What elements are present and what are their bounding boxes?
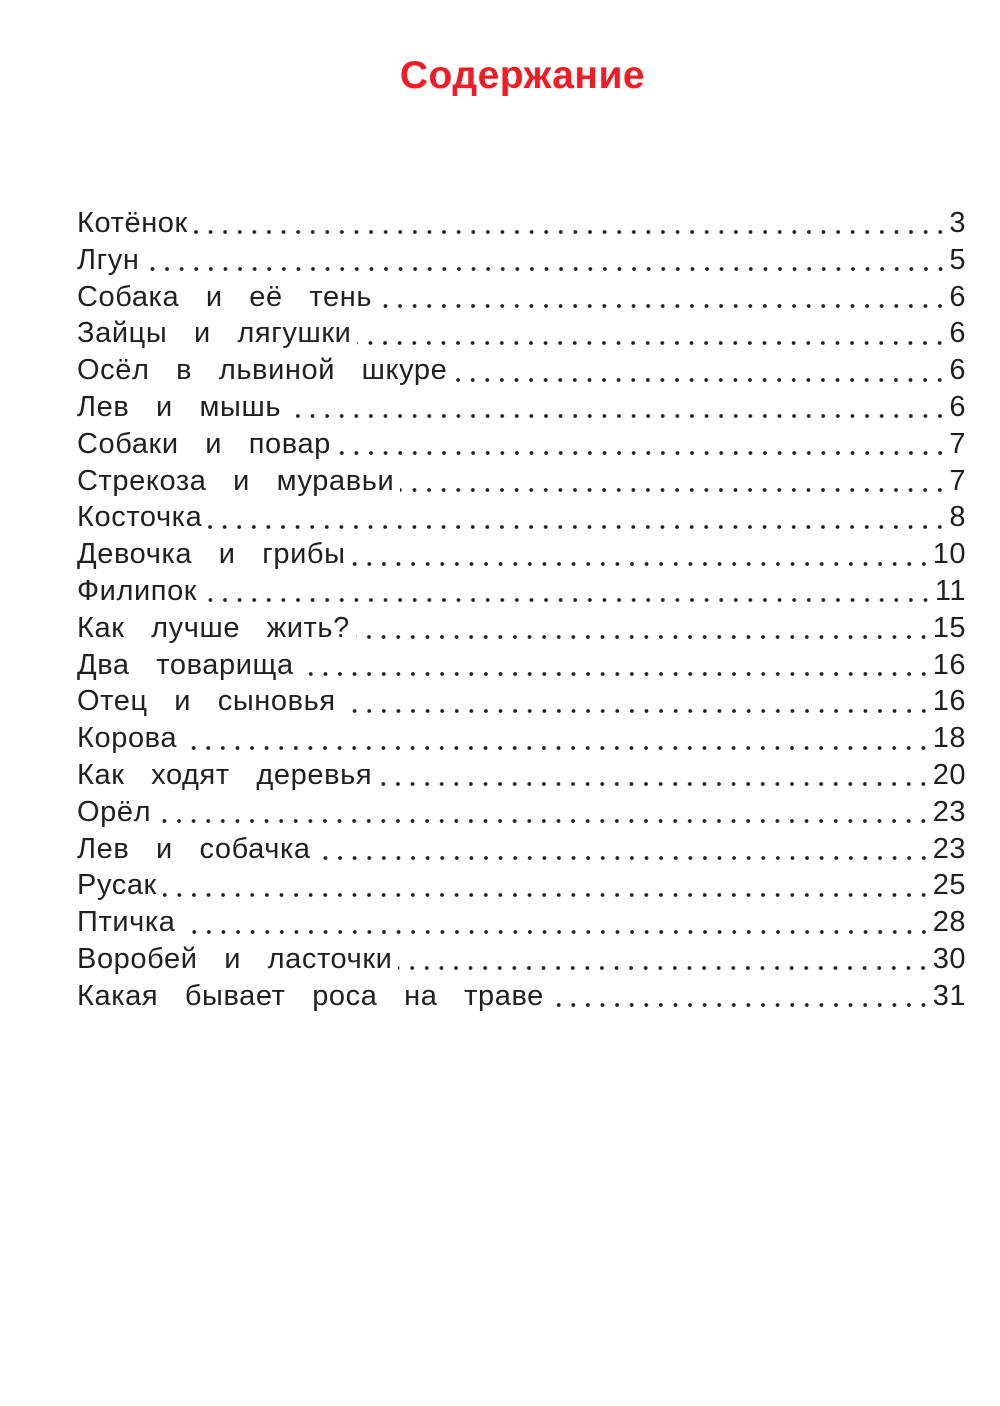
- toc-entry[interactable]: [77, 426, 966, 463]
- toc-entry[interactable]: [77, 315, 966, 352]
- dot-leader: [163, 893, 931, 897]
- toc-entry-page: 28: [932, 906, 966, 939]
- dot-leader: [357, 341, 947, 345]
- toc-entry-page: 6: [949, 280, 966, 313]
- toc-entry-title: Корова: [77, 722, 178, 755]
- toc-entry[interactable]: [77, 904, 966, 941]
- toc-entry-page: 31: [932, 979, 966, 1012]
- toc-entry-title: Какая бывает роса на траве: [77, 979, 544, 1012]
- toc-entry[interactable]: [77, 831, 966, 868]
- toc-entry[interactable]: [77, 573, 966, 610]
- toc-entry-page: 16: [932, 685, 966, 718]
- toc-entry[interactable]: [77, 794, 966, 831]
- toc-entry[interactable]: [77, 610, 966, 647]
- toc-entry-title: Русак: [77, 869, 157, 902]
- toc-entry-title: Стрекоза и муравьи: [77, 464, 395, 497]
- toc-entry-page: 6: [949, 354, 966, 387]
- dot-leader: [453, 378, 947, 382]
- toc-entry-title: Собака и её тень: [77, 280, 373, 313]
- toc-entry[interactable]: [77, 205, 966, 242]
- toc-entry-page: 8: [949, 501, 966, 534]
- toc-entry-page: 11: [934, 574, 966, 607]
- dot-leader: [183, 746, 931, 750]
- toc-entry-title: Два товарища: [77, 648, 294, 681]
- toc-entry-page: 3: [949, 207, 966, 239]
- toc-entry-title: Лгун: [77, 243, 140, 276]
- toc-entry-page: 7: [949, 464, 966, 497]
- dot-leader: [378, 782, 931, 786]
- toc-entry-title: Птичка: [77, 906, 176, 939]
- toc-entry-page: 15: [932, 611, 966, 644]
- toc-entry-title: Собаки и повар: [77, 427, 331, 460]
- toc-entry[interactable]: [77, 499, 966, 536]
- toc-entry[interactable]: [77, 279, 966, 316]
- page-title: Содержание: [399, 54, 646, 97]
- dot-leader: [342, 709, 931, 713]
- toc-entry[interactable]: [77, 757, 966, 794]
- dot-leader: [300, 672, 931, 676]
- dot-leader: [400, 488, 947, 492]
- toc-entry[interactable]: [77, 242, 966, 279]
- toc-entry[interactable]: [77, 867, 966, 904]
- toc-entry-page: 6: [949, 317, 966, 350]
- toc-entry-title: Воробей и ласточки: [77, 942, 393, 975]
- toc-entry[interactable]: [77, 389, 966, 426]
- toc-entry-page: 6: [949, 390, 966, 423]
- toc-entry[interactable]: [77, 536, 966, 573]
- toc-entry[interactable]: [77, 683, 966, 720]
- dot-leader: [146, 267, 948, 271]
- toc-entry[interactable]: [77, 720, 966, 757]
- dot-leader: [287, 414, 947, 418]
- toc-entry-page: 25: [932, 869, 966, 902]
- toc-entry-title: Косточка: [77, 501, 203, 534]
- toc-entry-title: Котёнок: [77, 207, 188, 239]
- toc-entry[interactable]: [77, 941, 966, 978]
- dot-leader: [378, 304, 947, 308]
- toc-entry-title: Лев и собачка: [77, 832, 311, 865]
- toc-entry-page: 7: [949, 427, 966, 460]
- toc-entry-page: 23: [932, 832, 966, 865]
- dot-leader: [157, 819, 931, 823]
- table-of-contents: [77, 205, 966, 1015]
- toc-entry-page: 10: [932, 538, 966, 571]
- dot-leader: [208, 525, 947, 529]
- dot-leader: [194, 230, 948, 234]
- toc-entry-title: Девочка и грибы: [77, 538, 346, 571]
- dot-leader: [317, 856, 931, 860]
- toc-entry[interactable]: [77, 978, 966, 1015]
- toc-entry-title: Филипок: [77, 574, 198, 607]
- dot-leader: [550, 1003, 931, 1007]
- toc-entry-title: Как ходят деревья: [77, 758, 373, 791]
- toc-entry-page: 20: [932, 758, 966, 791]
- dot-leader: [337, 451, 947, 455]
- dot-leader: [352, 562, 931, 566]
- dot-leader: [398, 966, 930, 970]
- toc-entry-title: Орёл: [77, 795, 152, 828]
- toc-entry-title: Осёл в львиной шкуре: [77, 354, 448, 387]
- toc-entry-title: Зайцы и лягушки: [77, 317, 352, 350]
- toc-entry-page: 18: [932, 722, 966, 755]
- toc-entry-title: Отец и сыновья: [77, 685, 336, 718]
- dot-leader: [203, 598, 933, 602]
- toc-entry-page: 5: [949, 243, 966, 276]
- toc-entry[interactable]: [77, 352, 966, 389]
- dot-leader: [356, 635, 931, 639]
- toc-entry-page: 16: [932, 648, 966, 681]
- toc-entry[interactable]: [77, 647, 966, 684]
- dot-leader: [182, 930, 931, 934]
- toc-entry-title: Лев и мышь: [77, 390, 282, 423]
- toc-entry-page: 30: [932, 942, 966, 975]
- toc-entry[interactable]: [77, 463, 966, 500]
- toc-entry-title: Как лучше жить?: [77, 611, 350, 644]
- toc-entry-page: 23: [932, 795, 966, 828]
